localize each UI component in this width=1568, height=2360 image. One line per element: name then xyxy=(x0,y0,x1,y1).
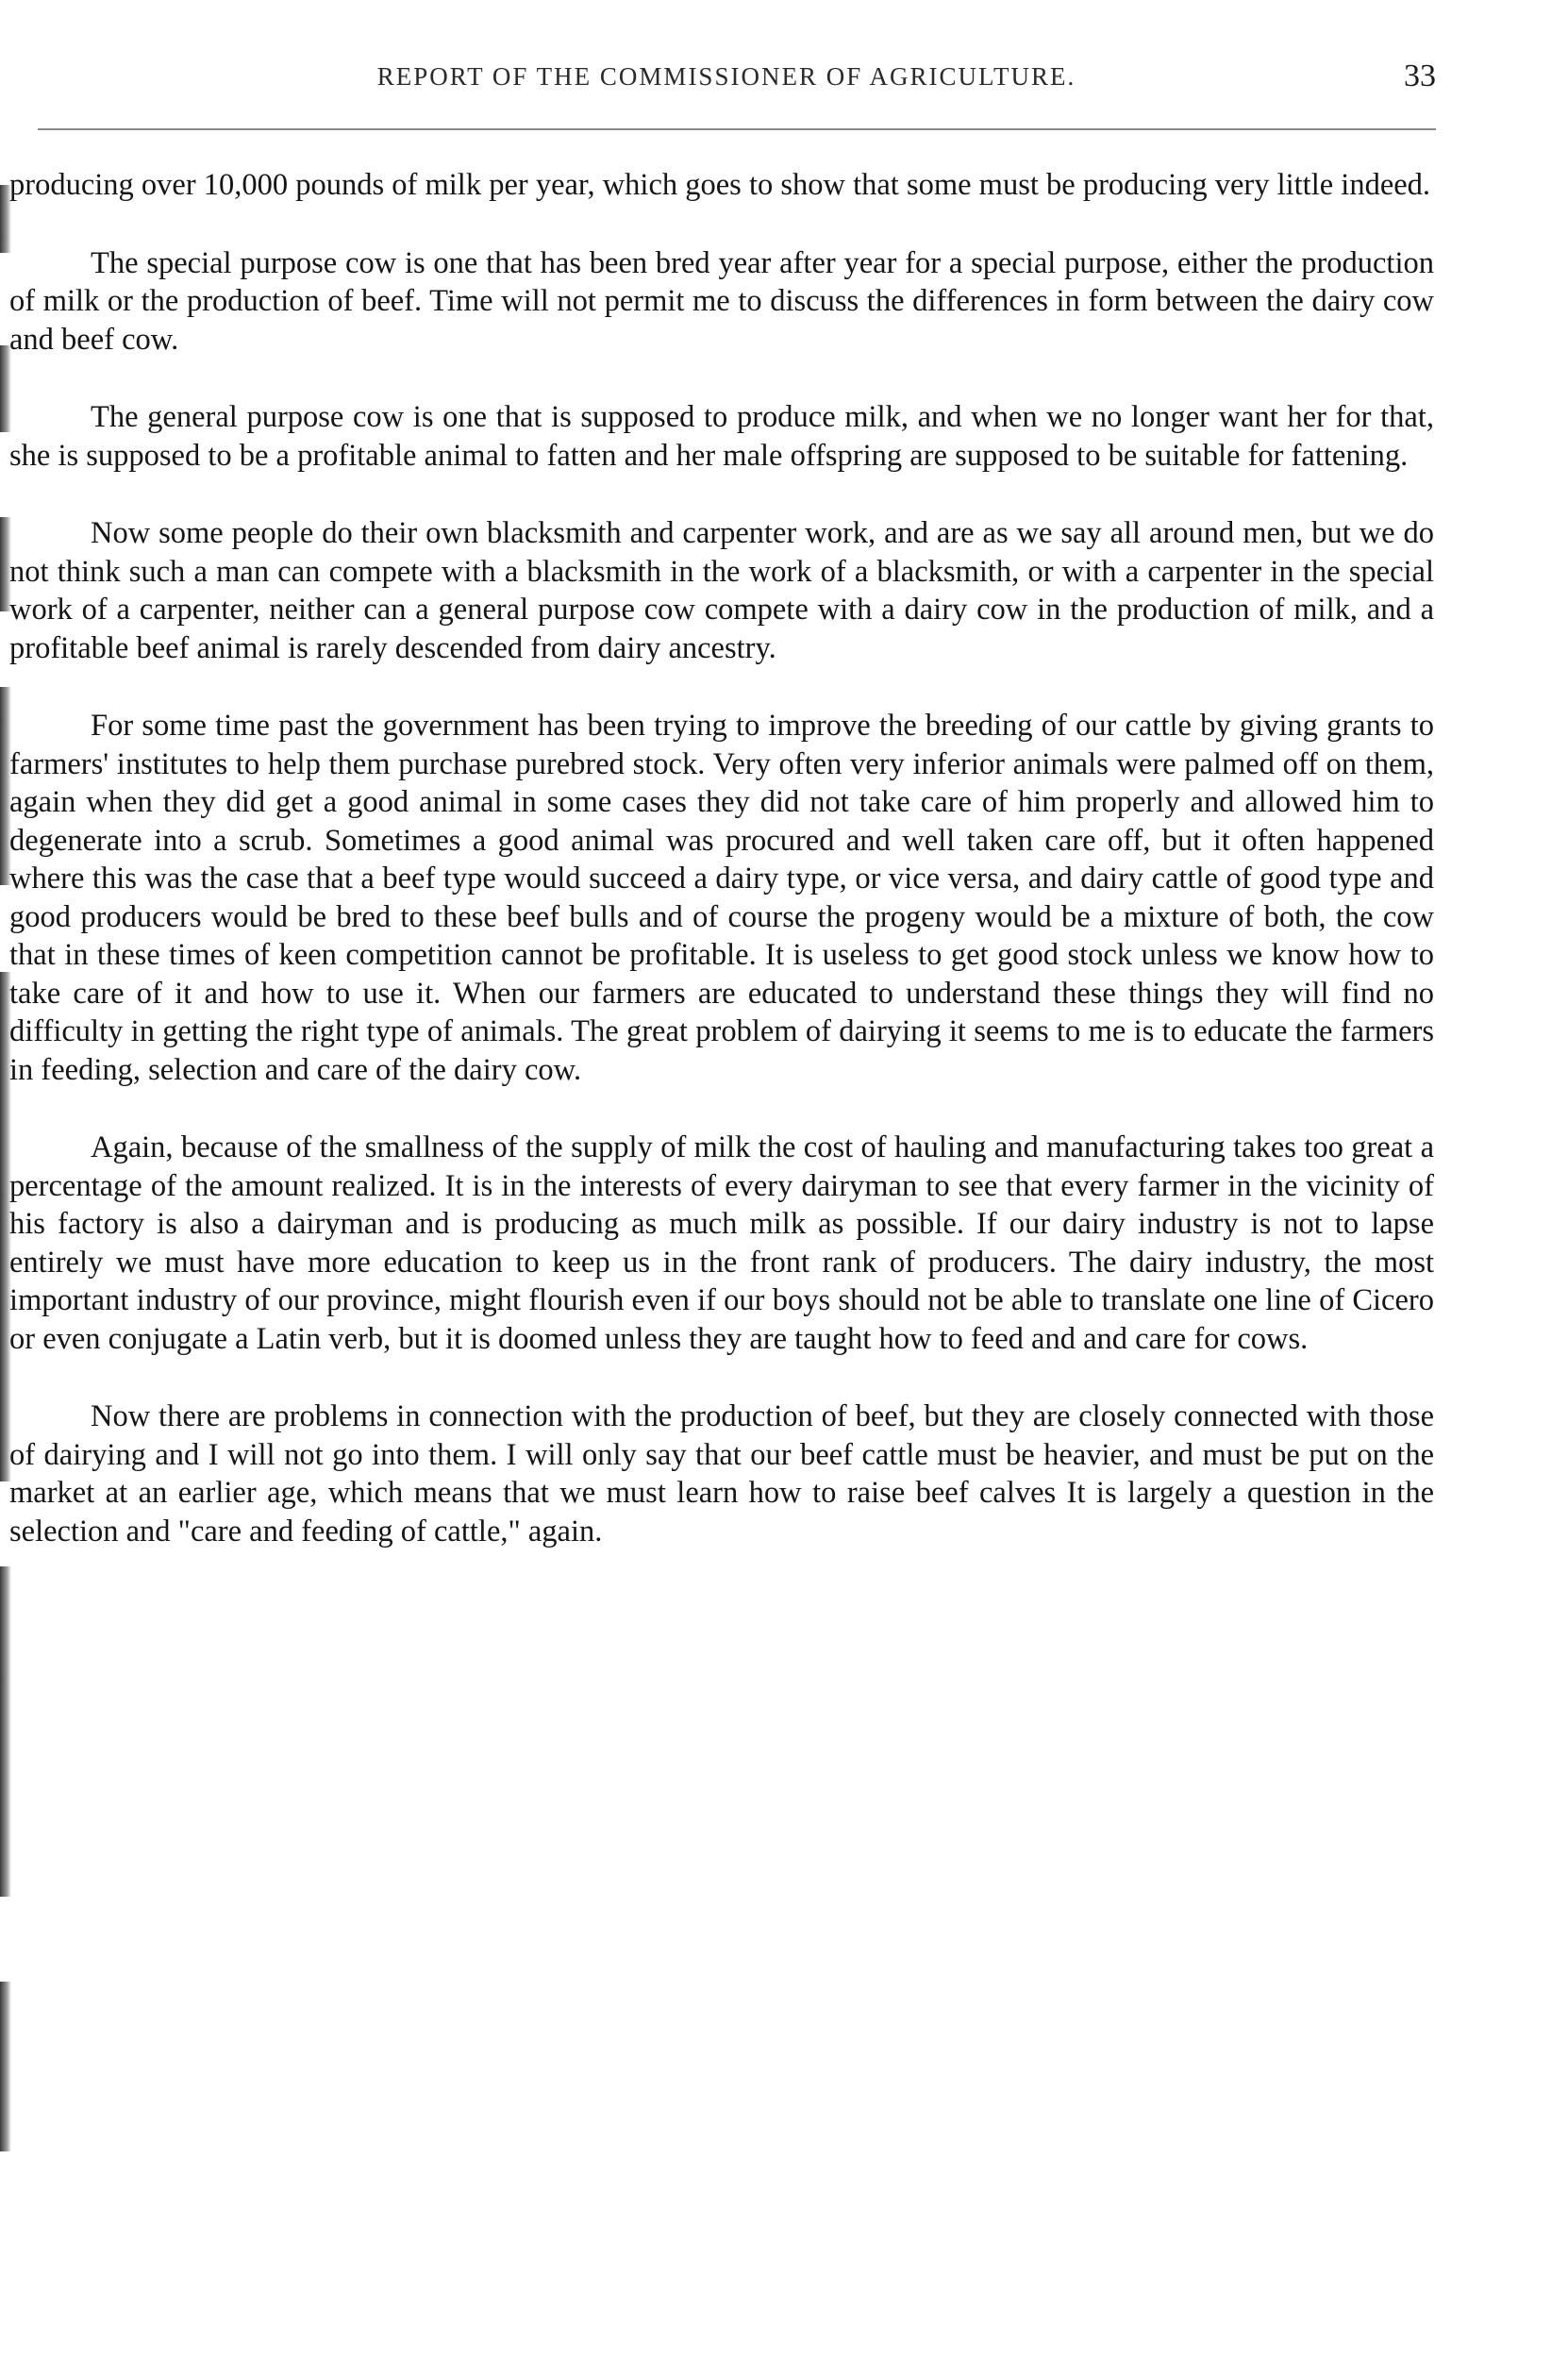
paragraph: Again, because of the smallness of the supply of milk the cost of hauling and manufacturing takes too great a percentage of the amount realized. It is in the interests of every dairyman to see that every farmer in the vicinity of his factory is also a dairyman and is producing as much milk as possible. If our dairy industry is not to lapse entirely we must have more education to keep us in the front rank of producers. The dairy industry, the most important industry of our province, might flourish even if our boys should not be able to translate one line of Cicero or even conjugate a Latin verb, but it is doomed unless they are taught how to feed and and care for cows. xyxy=(9,1130,1434,1356)
scan-edge-shadow xyxy=(0,1566,11,1897)
paragraph: Now there are problems in connection with the production of beef, but they are closely connected with those of dairying and I will not go into them. I will only say that our beef cattle must be heavier, and must be put on the market at an earlier age, which means that we must learn how to raise beef calves It is largely a question in the selection and "care and feeding of cattle," again. xyxy=(9,1399,1434,1548)
body-text xyxy=(9,166,1434,1590)
paragraph: The general purpose cow is one that is supposed to produce milk, and when we no longer want her for that, she is supposed to be a profitable animal to fatten and her male offspring are supposed to be suitable for fattening. xyxy=(9,400,1434,473)
scan-edge-shadow xyxy=(0,1982,11,2151)
paragraph: The special purpose cow is one that has been bred year after year for a special purpose, either the production of milk or the production of beef. Time will not permit me to discuss the differences in form between the dairy cow and beef cow. xyxy=(9,245,1434,357)
paragraph: Now some people do their own blacksmith and carpenter work, and are as we say all around men, but we do not think such a man can compete with a blacksmith in the work of a blacksmith, or with a carpenter in the special work of a carpenter, neither can a general purpose cow compete with a dairy cow in the production of milk, and a profitable beef animal is rarely descended from dairy ancestry. xyxy=(9,516,1434,665)
paragraph: producing over 10,000 pounds of milk per year, which goes to show that some must be producing very little indeed. xyxy=(9,168,1431,202)
paragraph: For some time past the government has been trying to improve the breeding of our cattle by giving grants to farmers' institutes to help them purchase purebred stock. Very often very inferior animals were palmed off on them, again when they did get a good animal in some cases they did not take care of him properly and allowed him to degenerate into a scrub. Sometimes a good animal was procured and well taken care off, but it often happened where this was the case that a beef type would succeed a dairy type, or vice versa, and dairy cattle of good type and good producers would be bred to these beef bulls and of course the progeny would be a mixture of both, the cow that in these times of keen competition cannot be profitable. It is useless to get good stock unless we know how to take care of it and how to use it. When our farmers are educated to understand these things they will find no difficulty in getting the right type of animals. The great problem of dairying it seems to me is to educate the farmers in feeding, selection and care of the dairy cow. xyxy=(9,709,1434,1087)
running-header: REPORT OF THE COMMISSIONER OF AGRICULTURE. xyxy=(376,62,1076,91)
header-rule xyxy=(38,128,1436,130)
page-number: 33 xyxy=(1404,59,1436,93)
